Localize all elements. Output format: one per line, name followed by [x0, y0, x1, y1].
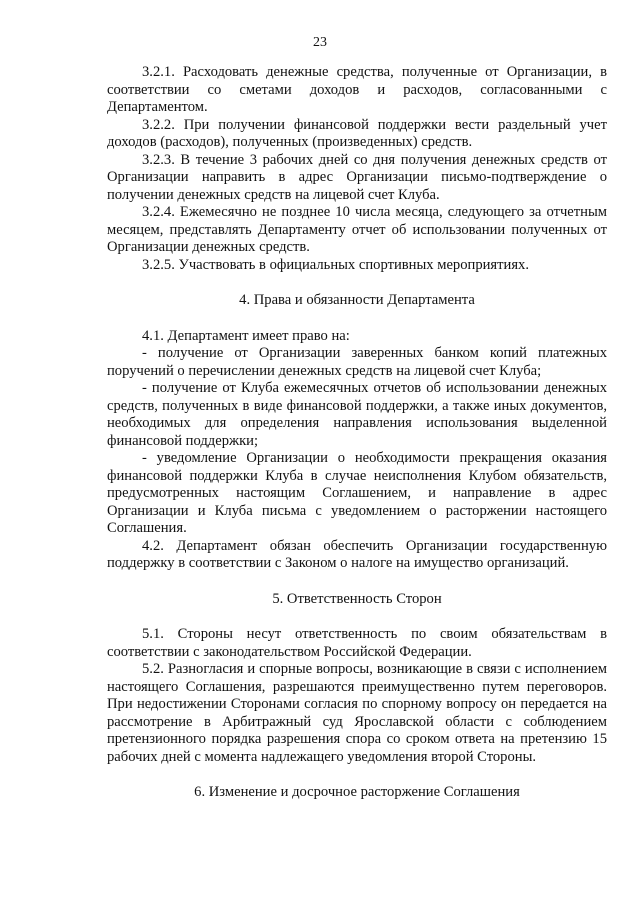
clause-4-1-intro: 4.1. Департамент имеет право на:: [142, 327, 350, 344]
clause-3-2-1: 3.2.1. Расходовать денежные средства, полученные от Организации, в соответствии со сметами доходов и расходов, согласованными с Департаментом.: [107, 64, 607, 115]
clause-5-1: 5.1. Стороны несут ответственность по своим обязательствам в соответствии с законодательством Российской Федерации.: [107, 626, 607, 660]
clause-3-2-5: 3.2.5. Участвовать в официальных спортивных мероприятиях.: [142, 256, 529, 273]
page-number: 23: [313, 35, 327, 50]
section-6-heading: 6. Изменение и досрочное расторжение Соглашения: [194, 784, 520, 800]
section-5-heading: 5. Ответственность Сторон: [272, 590, 442, 607]
clause-4-1-right-2: - получение от Клуба ежемесячных отчетов об использовании денежных средств, полученных в виде финансовой поддержки, а также иных документов, необходимых для определения направления использования выделенной финансовой поддержки;: [107, 380, 607, 449]
clause-5-2: 5.2. Разногласия и спорные вопросы, возникающие в связи с исполнением настоящего Соглашения, разрешаются преимущественно путем переговоров. При недостижении Сторонами согласия по спорному вопросу он передается на рассмотрение в Арбитражный суд Ярославской области с соблюдением претензионного порядка разрешения спора со сроком ответа на претензию 15 рабочих дней с момента надлежащего уведомления второй Стороны.: [107, 661, 607, 765]
section-4-heading: 4. Права и обязанности Департамента: [239, 292, 475, 308]
clause-4-1-right-3: - уведомление Организации о необходимости прекращения оказания финансовой поддержки Клуба в случае неисполнения Клубом обязательств, предусмотренных настоящим Соглашением, и направление в адрес Организации и Клуба письма с уведомлением о расторжении настоящего Соглашения.: [107, 450, 607, 536]
clause-3-2-4: 3.2.4. Ежемесячно не позднее 10 числа месяца, следующего за отчетным месяцем, представлять Департаменту отчет об использовании полученных от Организации денежных средств.: [107, 204, 607, 255]
clause-3-2-3: 3.2.3. В течение 3 рабочих дней со дня получения денежных средств от Организации направить в адрес Организации письмо-подтверждение о получении денежных средств на лицевой счет Клуба.: [107, 151, 607, 203]
document-body: [107, 64, 607, 802]
clause-3-2-2: 3.2.2. При получении финансовой поддержки вести раздельный учет доходов (расходов), полученных (произведенных) средств.: [107, 116, 607, 150]
clause-4-2: 4.2. Департамент обязан обеспечить Организации государственную поддержку в соответствии с Законом о налоге на имущество организаций.: [107, 537, 607, 571]
clause-4-1-right-1: - получение от Организации заверенных банком копий платежных поручений о перечислении денежных средств на лицевой счет Клуба;: [107, 345, 607, 379]
